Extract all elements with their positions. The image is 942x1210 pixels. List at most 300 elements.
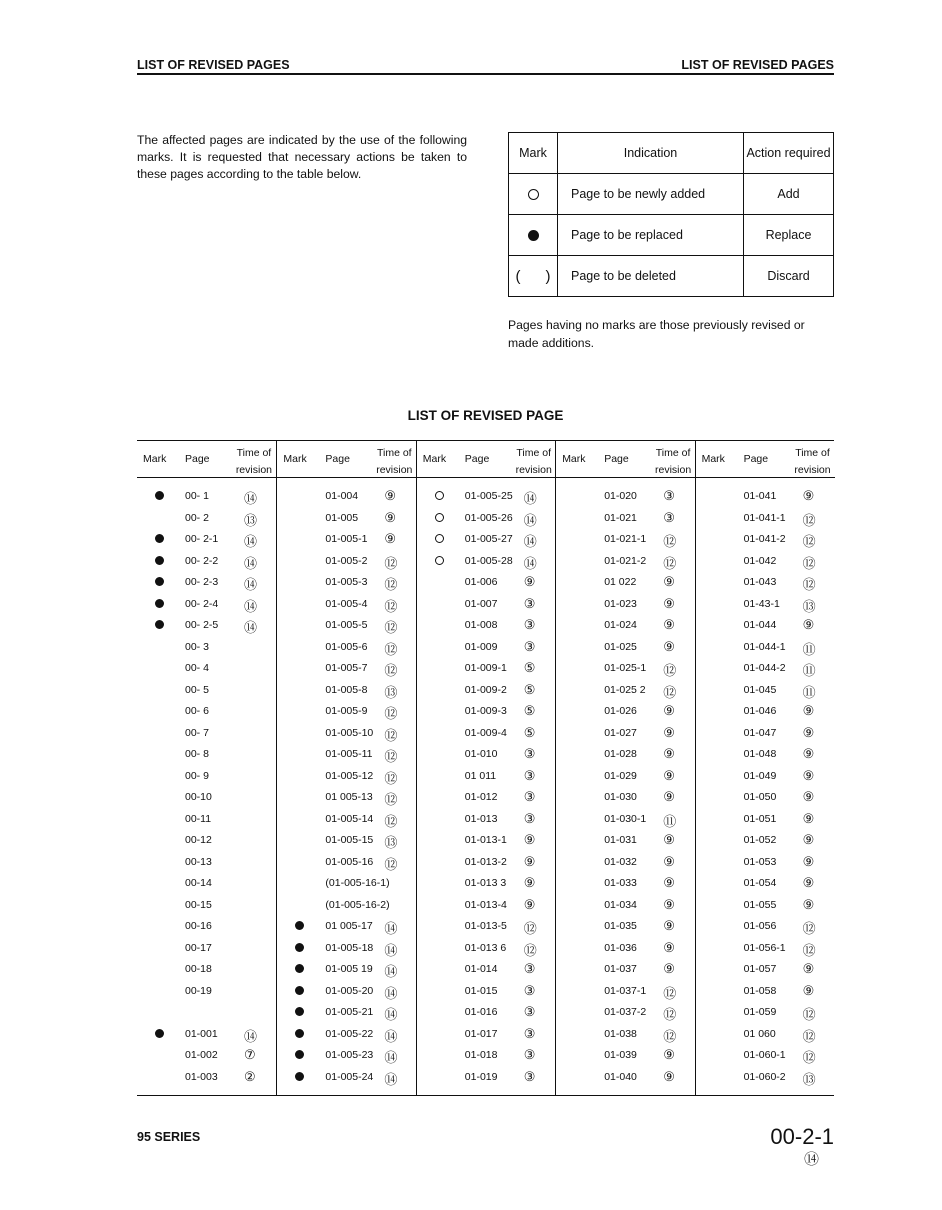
column-header-time-line2: revision [794, 464, 831, 476]
table-row [696, 1067, 835, 1089]
table-row [277, 809, 416, 831]
table-row [696, 551, 835, 573]
column-header-page: Page [604, 453, 629, 465]
revision-number: ⑫ [384, 706, 398, 721]
revision-number: ⑨ [802, 896, 815, 912]
table-row [696, 830, 835, 852]
page-number: 00- 9 [185, 769, 209, 782]
page-number: 01-032 [604, 855, 637, 868]
table-row [696, 916, 835, 938]
table-row [556, 486, 695, 508]
revision-number: ⑭ [384, 1007, 398, 1022]
revision-number: ⑫ [663, 985, 677, 1001]
table-row [137, 637, 276, 659]
table-row [417, 658, 556, 680]
page-number: 01-037 [604, 963, 637, 975]
column-header-mark: Mark [701, 453, 725, 465]
open-circle-mark-icon [528, 189, 539, 200]
legend-row-add [509, 174, 834, 215]
table-row [556, 637, 695, 659]
table-row [277, 895, 416, 917]
filled-dot-mark-icon [155, 1029, 164, 1038]
table-row [696, 508, 835, 530]
filled-dot-mark-icon [155, 577, 164, 586]
revision-number: ⑨ [663, 1047, 675, 1062]
revision-column-5 [695, 441, 835, 1095]
open-circle-mark-icon [435, 534, 444, 543]
revision-number: ⑫ [384, 749, 398, 764]
revision-number: ⑫ [384, 577, 398, 592]
table-row [417, 873, 556, 895]
table-row [137, 723, 276, 745]
revision-number: ⑨ [663, 832, 675, 847]
revision-number: ⑬ [384, 684, 398, 700]
table-row [137, 916, 276, 938]
page-number: 01-001 [185, 1027, 218, 1040]
page-number: 01-005-21 [325, 1006, 374, 1018]
table-row [417, 895, 556, 917]
filled-dot-mark-icon [295, 1072, 304, 1081]
page-number: 01-005-15 [325, 834, 374, 846]
page-number: 01-005-24 [325, 1070, 374, 1083]
table-row [417, 637, 556, 659]
column-header-time-line2: revision [515, 464, 552, 476]
page-number: 00- 2-5 [185, 619, 219, 631]
column-header [556, 441, 695, 478]
page-number: 01-005 [325, 511, 359, 524]
column-header-time-line2: revision [235, 464, 272, 476]
revision-number: ③ [523, 1004, 536, 1019]
page-number: 01-021-2 [604, 554, 647, 567]
revision-number: ⑨ [384, 488, 397, 503]
page-number: 01-007 [464, 597, 498, 610]
page-number: 01-056 [743, 920, 777, 932]
table-row [137, 615, 276, 637]
page-number: 01-005-23 [325, 1049, 374, 1061]
table-row [417, 981, 556, 1003]
page-number: 01-017 [464, 1027, 498, 1040]
page-number: 00-15 [185, 898, 212, 911]
revision-number: ⑨ [802, 810, 815, 826]
revision-number: ⑭ [523, 512, 537, 528]
column-header-mark: Mark [283, 453, 307, 465]
page-number: 00-11 [185, 812, 212, 825]
page-number: 01-044-1 [743, 640, 786, 653]
legend-header-mark: Mark [509, 133, 558, 174]
table-row [417, 551, 556, 573]
page-number: 01-005-20 [325, 984, 374, 997]
page-number: 00-14 [185, 877, 212, 889]
page-number: 01-043 [743, 576, 777, 588]
table-row [696, 744, 835, 766]
table-row [277, 766, 416, 788]
parentheses-mark-icon: ( ) [515, 267, 551, 285]
page-number: 01-002 [185, 1049, 218, 1061]
page-number: 01-004 [325, 490, 359, 502]
revision-number: ⑬ [802, 1071, 816, 1087]
table-row [417, 680, 556, 702]
page-number: 01-034 [604, 898, 637, 911]
revision-number: ⑪ [663, 813, 677, 829]
table-row [696, 572, 835, 594]
revision-number: ⑨ [384, 509, 397, 525]
legend-header-indication: Indication [558, 133, 744, 174]
page-number: 01-030-1 [604, 812, 647, 825]
revision-number: ⑫ [384, 727, 398, 743]
table-row [137, 787, 276, 809]
page-number: 01-005-5 [325, 619, 368, 631]
revision-number: ③ [523, 961, 536, 976]
table-row [417, 1002, 556, 1024]
revision-number: ⑫ [802, 921, 816, 936]
page-number: 01 005-13 [325, 791, 373, 803]
page-number: 01-013-2 [464, 855, 507, 868]
column-header-page: Page [464, 453, 490, 465]
revision-number: ⑨ [663, 918, 675, 933]
table-row [696, 1002, 835, 1024]
page-number: 01-054 [743, 877, 777, 889]
footer-page-number: 00-2-1 [770, 1124, 834, 1149]
revision-number: ⑨ [663, 1068, 675, 1084]
page-number: 01-023 [604, 597, 637, 610]
column-header-page: Page [743, 453, 769, 465]
revision-number: ⑭ [244, 491, 258, 506]
legend-row-replace [509, 215, 834, 256]
column-header-mark: Mark [143, 453, 167, 465]
table-row [137, 486, 276, 508]
revision-number: ⑨ [802, 724, 815, 740]
revision-number: ⑤ [523, 660, 536, 675]
table-row [556, 551, 695, 573]
table-row [696, 981, 835, 1003]
page-number: 01-009-1 [464, 662, 507, 674]
table-row [556, 938, 695, 960]
page-number: 00-16 [185, 920, 212, 932]
page-number: 01-005-27 [464, 533, 513, 545]
revision-number: ⑪ [802, 641, 816, 657]
column-header [277, 441, 416, 478]
page-number: 01-013 [464, 812, 498, 825]
page-number: 01-038 [604, 1027, 637, 1040]
table-row [137, 1067, 276, 1089]
page-number: 00- 8 [185, 748, 209, 760]
page-number: 01-005-18 [325, 941, 374, 954]
revision-number: ⑫ [384, 770, 398, 786]
table-row [696, 873, 835, 895]
page-number: 01-031 [604, 834, 637, 846]
page-number: 01-009 [464, 640, 498, 653]
page-number: 01-047 [743, 726, 777, 739]
revision-number: ③ [663, 488, 675, 503]
legend-mark-cell [509, 215, 558, 256]
page-number: 00- 2-4 [185, 597, 219, 610]
revision-number: ⑫ [663, 1028, 677, 1044]
revision-number: ⑫ [802, 1028, 816, 1044]
table-row [696, 852, 835, 874]
page-number: 01-045 [743, 683, 777, 696]
page-number: 00- 2 [185, 511, 209, 524]
table-row [556, 658, 695, 680]
revision-number: ⑫ [523, 942, 537, 958]
page-number: 01-005-8 [325, 683, 368, 696]
revision-number: ⑭ [384, 1050, 398, 1065]
page-number: 01-048 [743, 748, 777, 760]
table-row [277, 959, 416, 981]
revision-number: ⑨ [663, 939, 675, 955]
page-number: 01-037-2 [604, 1006, 647, 1018]
revision-number: ⑦ [244, 1047, 256, 1062]
table-row [417, 852, 556, 874]
page-number: (01-005-16-2) [325, 898, 390, 911]
revision-number: ⑨ [663, 638, 675, 654]
page-number: 00- 2-2 [185, 554, 219, 567]
revision-number: ⑨ [802, 617, 815, 632]
table-row [696, 895, 835, 917]
table-row [277, 1002, 416, 1024]
table-row [137, 529, 276, 551]
table-row [137, 1045, 276, 1067]
table-row [417, 916, 556, 938]
page-number: 01-005-4 [325, 597, 368, 610]
page-number: 01-044-2 [743, 662, 786, 674]
column-header [417, 441, 556, 478]
table-row [556, 787, 695, 809]
table-row [137, 938, 276, 960]
legend-action: Add [744, 174, 834, 215]
column-header-time-line1: Time of [795, 447, 830, 459]
table-row [137, 1024, 276, 1046]
legend-row-delete [509, 256, 834, 297]
table-row [277, 744, 416, 766]
revision-number: ⑨ [802, 853, 815, 869]
table-row [417, 486, 556, 508]
table-row [277, 1067, 416, 1089]
revision-number: ⑫ [384, 641, 398, 657]
revision-number: ⑨ [384, 531, 397, 546]
revision-number: ⑨ [663, 789, 675, 804]
page-number: 01-042 [743, 554, 777, 567]
legend-indication: Page to be deleted [558, 256, 744, 297]
table-row [556, 529, 695, 551]
page-number: 01-027 [604, 726, 637, 739]
table-row [137, 572, 276, 594]
revision-number: ③ [523, 746, 536, 761]
revision-number: ⑫ [802, 577, 816, 592]
revision-number: ⑫ [384, 792, 398, 807]
page-number: 01-005-26 [464, 511, 513, 524]
column-header [137, 441, 276, 478]
table-row [556, 981, 695, 1003]
table-row [277, 637, 416, 659]
revision-number: ⑨ [663, 746, 675, 761]
table-row [417, 1045, 556, 1067]
legend-action: Replace [744, 215, 834, 256]
page-number: 01-005-9 [325, 705, 368, 717]
table-row [556, 873, 695, 895]
revision-number: ⑨ [523, 896, 536, 912]
revision-number: ③ [523, 982, 536, 998]
column-header-time-line1: Time of [655, 447, 691, 459]
page-number: 01-057 [743, 963, 777, 975]
revision-number: ⑫ [384, 856, 398, 872]
revision-number: ⑨ [663, 961, 675, 976]
footer-revision-mark: ⑭ [803, 1151, 819, 1168]
column-header-time-line1: Time of [236, 447, 272, 459]
table-row [137, 981, 276, 1003]
table-row [277, 830, 416, 852]
page-number: 01-021 [604, 511, 637, 524]
page-number: 01-005-22 [325, 1027, 374, 1040]
note-paragraph: Pages having no marks are those previously revised or made additions. [508, 318, 805, 350]
filled-dot-mark-icon [295, 1007, 304, 1016]
table-row [696, 529, 835, 551]
page-number: 00-18 [185, 963, 212, 975]
page-number: 01-030 [604, 791, 637, 803]
filled-dot-mark-icon [295, 986, 304, 995]
table-row [696, 680, 835, 702]
page-number: 01-013-5 [464, 920, 507, 932]
revision-number: ⑨ [802, 746, 815, 761]
table-row [696, 486, 835, 508]
table-row [417, 1024, 556, 1046]
page-number: 01-020 [604, 490, 637, 502]
page-number: 01-005 19 [325, 963, 373, 975]
revision-column-1 [137, 441, 276, 1095]
page-number: 01-041 [743, 490, 777, 502]
open-circle-mark-icon [435, 491, 444, 500]
legend-table [508, 132, 834, 297]
table-row [277, 486, 416, 508]
page-number: 01-059 [743, 1006, 777, 1018]
page-number: 01 022 [604, 576, 637, 588]
revision-number: ⑭ [244, 534, 258, 549]
revision-number: ⑨ [802, 703, 815, 718]
page-number: 01-019 [464, 1070, 498, 1083]
table-row [556, 809, 695, 831]
revision-number: ⑨ [802, 767, 815, 783]
header-left-title: LIST OF REVISED PAGES [137, 58, 290, 72]
page-number: 01-058 [743, 984, 777, 997]
header-right-title: LIST OF REVISED PAGES [681, 58, 834, 72]
table-row [556, 744, 695, 766]
revision-number: ⑤ [523, 703, 536, 718]
table-row [277, 873, 416, 895]
page-number: 01-010 [464, 748, 498, 760]
revision-number: ⑭ [523, 534, 537, 549]
revision-number: ⑫ [523, 921, 537, 936]
revision-number: ⑨ [663, 724, 675, 740]
revision-number: ⑬ [384, 835, 398, 850]
revision-number: ⑨ [802, 961, 815, 976]
revision-number: ⑫ [802, 1007, 816, 1022]
revised-pages-table [137, 440, 834, 1096]
table-row [137, 551, 276, 573]
revision-column-2 [276, 441, 416, 1095]
page-number: 01-037-1 [604, 984, 647, 997]
page-number: 01-041-1 [743, 511, 786, 524]
page-number: 01-013 3 [464, 877, 507, 889]
revision-number: ⑨ [523, 875, 536, 890]
page-number: 01-033 [604, 877, 637, 889]
table-row [696, 787, 835, 809]
table-row [137, 1002, 276, 1024]
revision-number: ⑨ [802, 982, 815, 998]
table-row [277, 615, 416, 637]
table-row [556, 572, 695, 594]
revision-number: ⑫ [663, 534, 677, 549]
table-row [277, 981, 416, 1003]
page-number: 01-005-25 [464, 490, 513, 502]
revision-number: ⑨ [663, 574, 675, 589]
page-number: 01-43-1 [743, 597, 780, 610]
table-row [277, 1045, 416, 1067]
revision-number: ③ [523, 767, 536, 783]
revision-number: ⑭ [384, 942, 398, 958]
page-number: 00-10 [185, 791, 212, 803]
revision-number: ⑨ [523, 853, 536, 869]
page-number: 01-025-1 [604, 662, 647, 674]
table-row [696, 658, 835, 680]
table-row [556, 852, 695, 874]
revision-number: ③ [523, 595, 536, 611]
table-row [277, 658, 416, 680]
table-row [417, 572, 556, 594]
table-row [417, 809, 556, 831]
revision-number: ⑨ [663, 767, 675, 783]
page-number: 01-028 [604, 748, 637, 760]
legend-header-row [509, 133, 834, 174]
table-row [277, 938, 416, 960]
revision-number: ⑫ [384, 663, 398, 678]
page-number: 01-015 [464, 984, 498, 997]
table-row [696, 637, 835, 659]
table-row [277, 852, 416, 874]
table-row [556, 1002, 695, 1024]
table-row [277, 680, 416, 702]
filled-dot-mark-icon [155, 556, 164, 565]
revision-number: ⑫ [802, 555, 816, 571]
revision-number: ⑫ [663, 1007, 677, 1022]
page-number: 01-005-14 [325, 812, 374, 825]
revision-number: ⑫ [384, 555, 398, 571]
revision-number: ⑭ [384, 1071, 398, 1087]
table-row [696, 594, 835, 616]
revision-number: ⑫ [802, 1050, 816, 1065]
page-number: 01-036 [604, 941, 637, 954]
page-number: 00- 4 [185, 662, 209, 674]
table-row [277, 594, 416, 616]
revision-number: ⑭ [244, 577, 258, 592]
page-number: 01-005-16 [325, 855, 374, 868]
page-number: 00-17 [185, 941, 212, 954]
page-number: 01-050 [743, 791, 777, 803]
revision-number: ⑭ [523, 491, 537, 506]
page-number: 01-056-1 [743, 941, 786, 954]
column-header-time-line1: Time of [516, 447, 552, 459]
table-row [696, 809, 835, 831]
page-number: 01-005-2 [325, 554, 368, 567]
revision-number: ③ [523, 1025, 536, 1041]
revision-number: ⑫ [663, 684, 677, 700]
page-number: 01-053 [743, 855, 777, 868]
revision-number: ⑭ [244, 1028, 258, 1044]
page-number: 01-005-6 [325, 640, 368, 653]
column-header-time-of-revision [794, 445, 830, 479]
table-row [277, 701, 416, 723]
filled-dot-mark-icon [295, 1029, 304, 1038]
revision-number: ⑫ [802, 512, 816, 528]
page-number: 01-021-1 [604, 533, 647, 545]
